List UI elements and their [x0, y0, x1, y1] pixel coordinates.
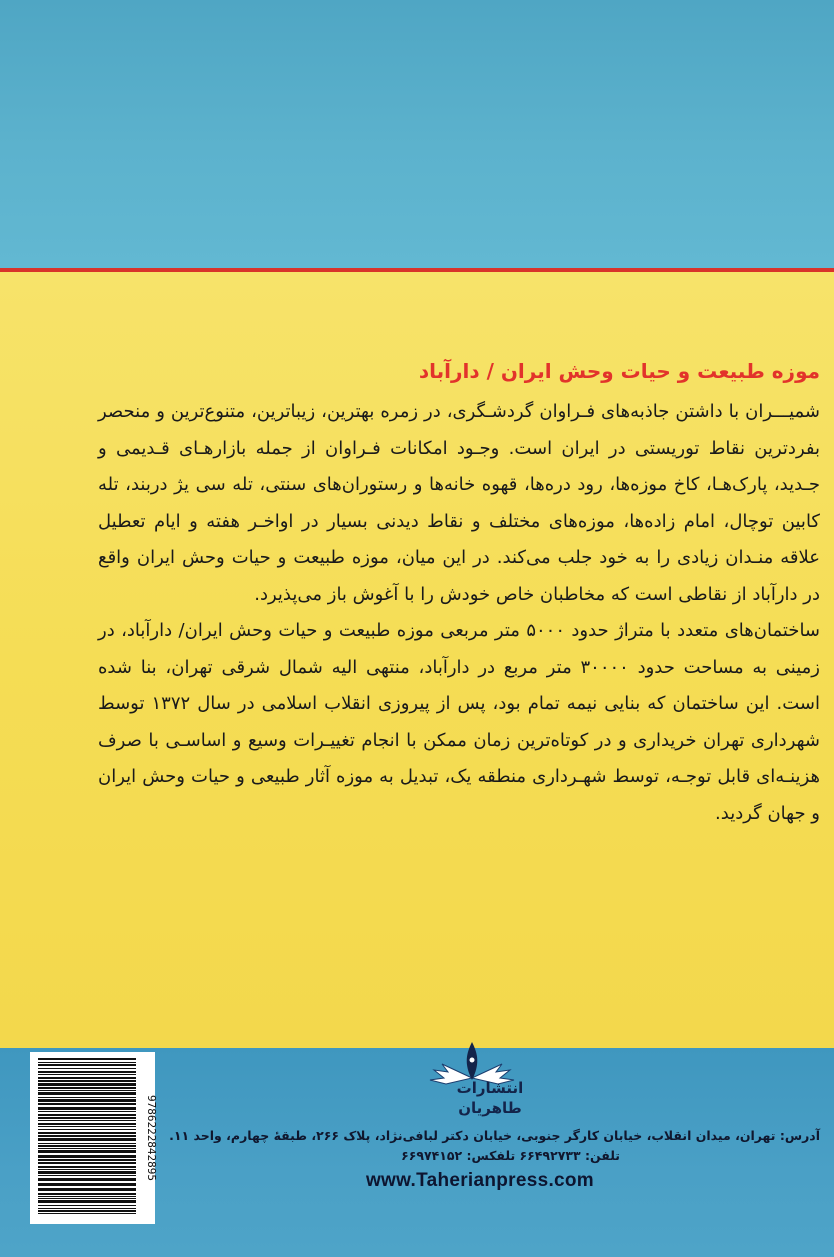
- blurb: [98, 352, 820, 832]
- barcode-bar: [38, 1117, 136, 1119]
- barcode-bar: [38, 1071, 136, 1073]
- barcode-bar: [38, 1080, 136, 1082]
- barcode-digits: 9786222842895: [145, 1094, 158, 1182]
- barcode-bar: [38, 1183, 136, 1186]
- barcode-bar: [38, 1058, 136, 1060]
- barcode-bar: [38, 1120, 136, 1121]
- barcode-bar: [38, 1205, 136, 1206]
- blurb-title: موزه طبیعت و حیات وحش ایران / دارآباد: [418, 359, 820, 383]
- barcode-bar: [38, 1123, 136, 1125]
- barcode-bar: [38, 1129, 136, 1130]
- barcode-bar: [38, 1162, 136, 1164]
- barcode-bar: [38, 1145, 136, 1147]
- barcode-bar: [38, 1099, 136, 1102]
- barcode-bar: [38, 1155, 136, 1158]
- barcode-bar: [38, 1159, 136, 1161]
- publisher-address: آدرس: تهران، میدان انقلاب، خیابان کارگر جنوبی، خیابان دکتر لبافی‌نژاد، پلاک ۲۶۶، طبقهٔ چهارم، واحد ۱۱.: [169, 1128, 820, 1143]
- blurb-paragraph-1: شمیـــران با داشتن جاذبه‌های فـراوان گردشـگری، در زمره بهترین، زیباترین، متنوع‌ترین و منحصر بفردترین نقاط توریستی در ایران است. وجـود امکانات فـراوان از جمله بازارهـای قـدیمی و جـدید، پارک‌هـا، کاخ موزه‌ها، رود دره‌ها، قهوه خانه‌ها و رستوران‌های سنتی، تله سی یژ دربند، تله کابین توچال، امام زاده‌ها، موزه‌های مختلف و نقاط دیدنی بسیار در اواخـر هفته و ایام تعطیل علاقه منـدان زیادی را به خود جلب می‌کند. در این میان، موزه طبیعت و حیات وحش ایران واقع در دارآباد از نقاطی است که مخاطبان خاص خودش را با آغوش باز می‌پذیرد.: [98, 401, 820, 605]
- barcode-bar: [38, 1198, 136, 1199]
- barcode-bar: [38, 1126, 136, 1127]
- barcode-bar: [38, 1092, 136, 1095]
- barcode-bar: [38, 1138, 136, 1141]
- publisher-name: [420, 1078, 560, 1118]
- publisher-phone: تلفن: ۶۶۴۹۲۷۳۳ تلفکس: ۶۶۹۷۴۱۵۲: [401, 1148, 620, 1163]
- barcode-bar: [38, 1169, 136, 1170]
- barcode-bar: [38, 1107, 136, 1110]
- isbn-barcode: [30, 1052, 158, 1224]
- barcode-bar: [38, 1196, 136, 1197]
- barcode-bar: [38, 1193, 136, 1195]
- publisher-name-line2: طاهریان: [458, 1099, 522, 1117]
- barcode-bar: [38, 1148, 136, 1149]
- barcode-bar: [38, 1175, 136, 1176]
- barcode-bar: [38, 1097, 136, 1098]
- barcode-bar: [38, 1210, 136, 1212]
- cover-top-band: [0, 0, 834, 268]
- publisher-contact: [170, 1126, 820, 1166]
- barcode-bar: [38, 1114, 136, 1116]
- barcode-bar: [38, 1062, 136, 1063]
- barcode-bar: [38, 1077, 136, 1079]
- barcode-image: [30, 1052, 158, 1224]
- barcode-bar: [38, 1074, 136, 1075]
- barcode-bar: [38, 1200, 136, 1203]
- barcode-bar: [38, 1064, 136, 1066]
- barcode-bar: [38, 1090, 136, 1091]
- publisher-website[interactable]: www.Taherianpress.com: [365, 1170, 595, 1191]
- barcode-bar: [38, 1208, 136, 1209]
- barcode-bar: [38, 1188, 136, 1191]
- barcode-bar: [38, 1150, 136, 1153]
- barcode-bar: [38, 1135, 136, 1137]
- publisher-name-line1: انتشارات: [456, 1079, 524, 1097]
- barcode-bar: [38, 1178, 136, 1181]
- barcode-bar: [38, 1171, 136, 1174]
- barcode-bar: [38, 1111, 136, 1112]
- barcode-bar: [38, 1166, 136, 1168]
- barcode-bar: [38, 1087, 136, 1089]
- barcode-bar: [38, 1083, 136, 1086]
- blurb-paragraph-2: ساختمان‌های متعدد با متراژ حدود ۵۰۰۰ متر مربعی موزه طبیعت و حیات وحش ایران/ دارآباد، در زمینی به مساحت حدود ۳۰۰۰۰ متر مربع در دارآباد، منتهی الیه شمال شرقی تهران، بنا شده است. این ساختمان که بنایی نیمه تمام بود، پس از پیروزی انقلاب اسلامی در سال ۱۳۷۲ توسط شهرداری تهران خریداری و در کوتاه‌ترین زمان ممکن با انجام تغییـرات وسیع و اساسـی با صرف هزینـه‌ای قابل توجـه، توسط شهـرداری منطقه یک، تبدیل به موزه آثار طبیعی و حیات وحش ایران و جهان گردید.: [98, 620, 821, 824]
- barcode-bar: [38, 1143, 136, 1144]
- barcode-bar: [38, 1068, 136, 1069]
- barcode-bar: [38, 1103, 136, 1105]
- barcode-bar: [38, 1132, 136, 1134]
- barcode-bar: [38, 1213, 136, 1214]
